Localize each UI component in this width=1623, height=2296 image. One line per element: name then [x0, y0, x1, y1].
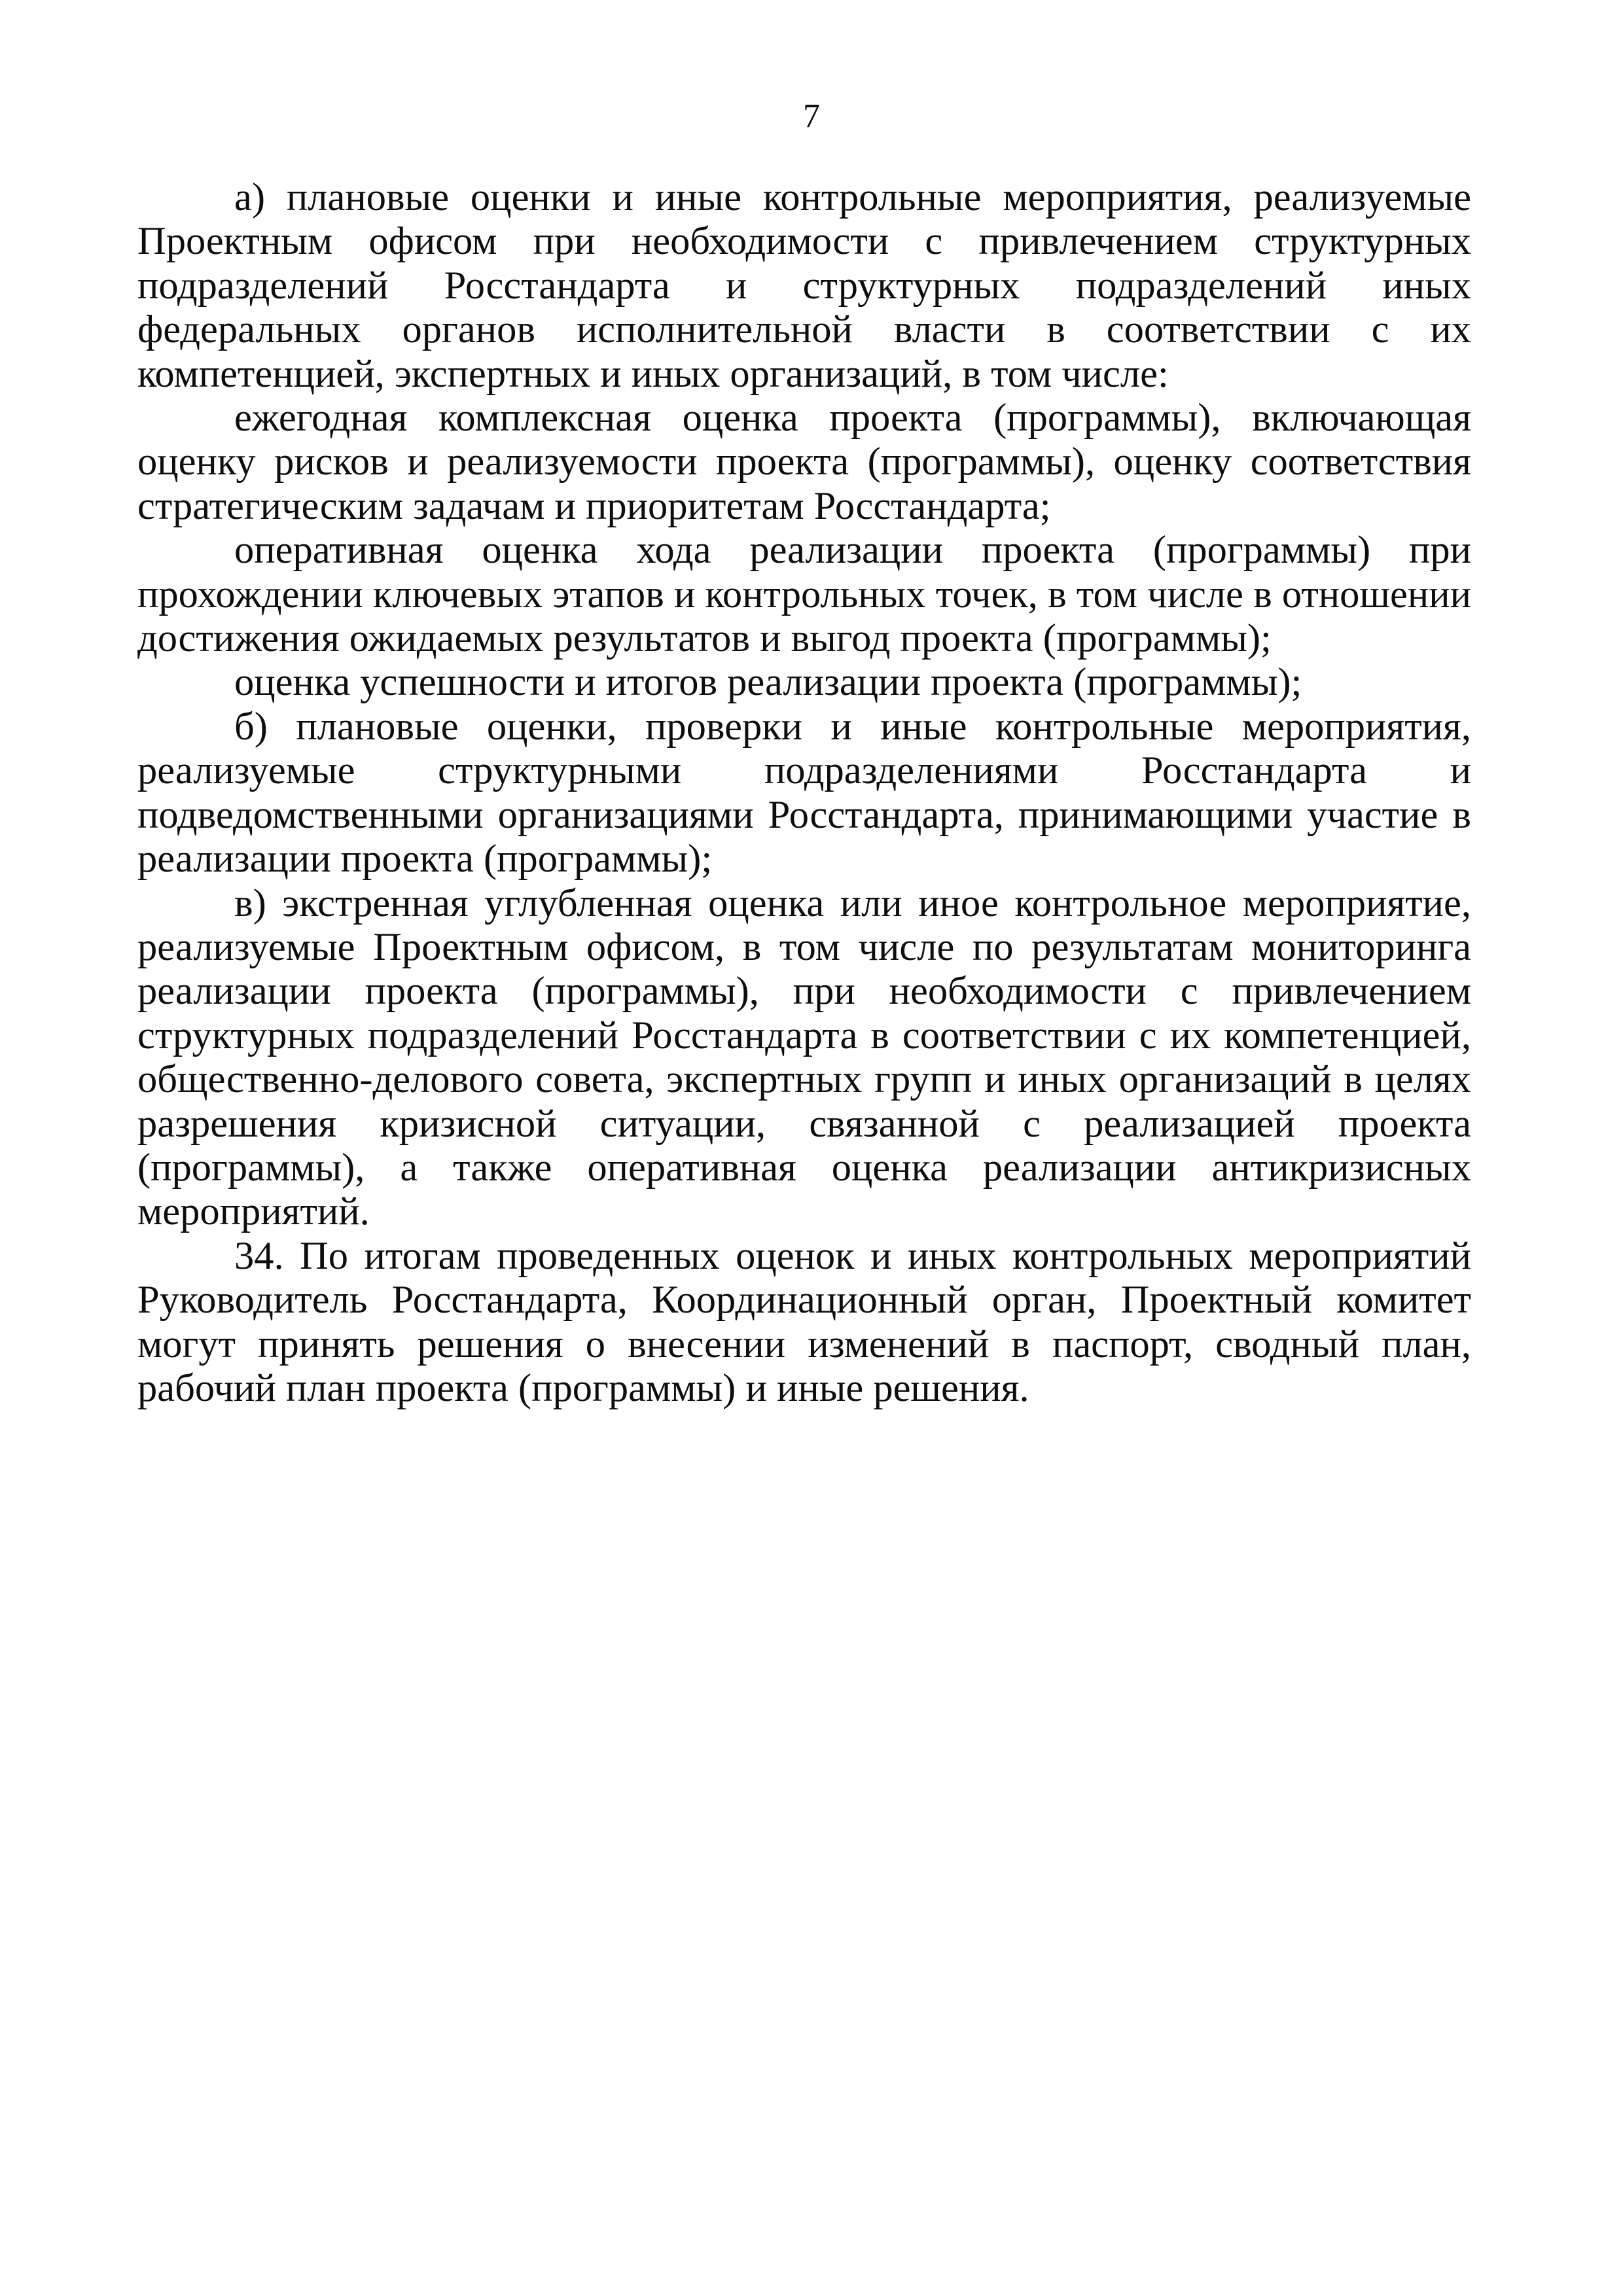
paragraph-34: 34. По итогам проведенных оценок и иных контрольных мероприятий Руководитель Росстандарта, Координационный орган, Проектный комитет могут принять решения о внесении изменений в паспорт, сводный план, рабочий план проекта (программы) и иные решения. [137, 1233, 1471, 1410]
paragraph-operational-assessment: оперативная оценка хода реализации проекта (программы) при прохождении ключевых этапов и контрольных точек, в том числе в отношении достижения ожидаемых результатов и выгод проекта (программы); [137, 528, 1471, 661]
paragraph-v: в) экстренная углубленная оценка или иное контрольное мероприятие, реализуемые Проектным офисом, в том числе по результатам мониторинга реализации проекта (программы), при необходимости с привлечением структурных подразделений Росстандарта в соответствии с их компетенцией, общественно-делового совета, экспертных групп и иных организаций в целях разрешения кризисной ситуации, связанной с реализацией проекта (программы), а также оперативная оценка реализации антикризисных мероприятий. [137, 881, 1471, 1234]
paragraph-b: б) плановые оценки, проверки и иные контрольные мероприятия, реализуемые структурными подразделениями Росстандарта и подведомственными организациями Росстандарта, принимающими участие в реализации проекта (программы); [137, 704, 1471, 881]
paragraph-annual-assessment: ежегодная комплексная оценка проекта (программы), включающая оценку рисков и реализуемости проекта (программы), оценку соответствия стратегическим задачам и приоритетам Росстандарта; [137, 396, 1471, 528]
document-body [137, 175, 1471, 1410]
page-number: 7 [803, 97, 820, 135]
paragraph-a: а) плановые оценки и иные контрольные мероприятия, реализуемые Проектным офисом при необходимости с привлечением структурных подразделений Росстандарта и структурных подразделений иных федеральных органов исполнительной власти в соответствии с их компетенцией, экспертных и иных организаций, в том числе: [137, 175, 1471, 396]
paragraph-success-assessment: оценка успешности и итогов реализации проекта (программы); [234, 660, 1302, 705]
